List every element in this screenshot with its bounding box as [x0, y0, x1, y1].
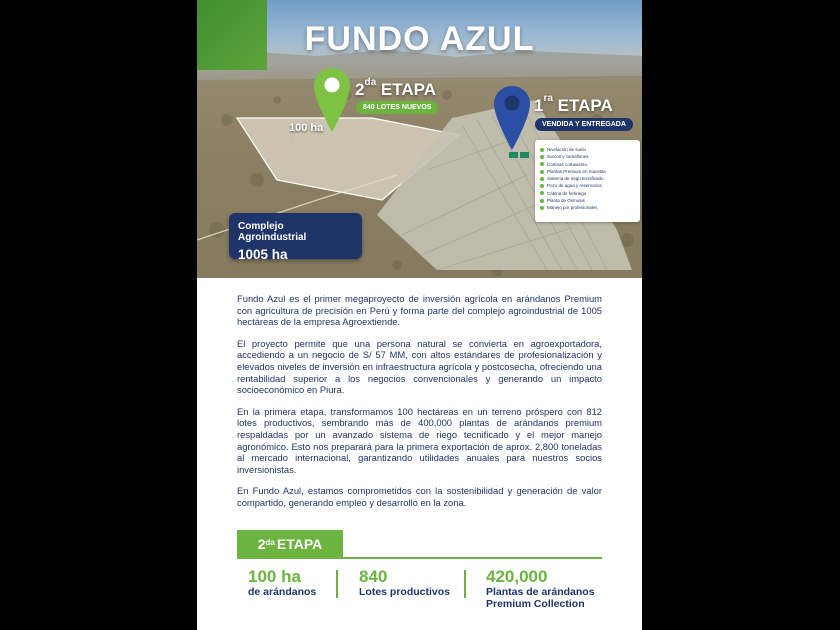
complejo-agroindustrial-box — [229, 213, 362, 262]
features-checklist — [535, 140, 640, 222]
stat-lotes: 840 Lotes productivos — [359, 567, 451, 598]
map-pin-blue-icon — [494, 86, 530, 150]
paragraph-proyecto: El proyecto permite que una persona natural se convierta en agroexportadora, accediendo a un negocio de S/ 57 MM, con altos estándares de profesionalización y elevados niveles de inversión en infraestructura agrícola y postcosecha, ofreciendo una rentabilidad superior a los negocios convencionales y generando un impacto socioeconómico en Piura. — [237, 337, 602, 396]
check-icon — [540, 191, 544, 195]
checklist-item: Manejo por profesionales — [540, 204, 635, 211]
section-banner-etapa2: 2 $^{da}$ ETAPA — [237, 530, 343, 558]
stat-separator — [336, 570, 338, 598]
section-divider — [237, 557, 602, 559]
checklist-item: Plantas Premium en macetas — [540, 168, 635, 175]
etapa2-area-label: 100 ha — [289, 122, 324, 134]
check-icon — [540, 184, 544, 188]
check-icon — [540, 155, 544, 159]
check-icon — [540, 177, 544, 181]
lotes-nuevos-badge: 840 LOTES NUEVOS — [356, 101, 438, 114]
check-icon — [540, 206, 544, 210]
checklist-item: Sistema de riego tecnificado — [540, 175, 635, 182]
complejo-label: Complejo Agroindustrial — [238, 221, 307, 243]
page-title: FUNDO AZUL — [304, 20, 535, 58]
vendida-badge: VENDIDA Y ENTREGADA — [535, 118, 633, 131]
stat-hectareas: 100 ha de arándanos — [248, 567, 317, 598]
checklist-item: Planta de Ósmosis — [540, 197, 635, 204]
paragraph-intro: Fundo Azul es el primer megaproyecto de inversión agrícola en arándanos Premium con agricultura de precisión en Perú y forma parte del complejo agroindustrial de 1005 hectáreas de la empresa Agroextiende. — [237, 293, 602, 328]
etapa2-label: $2^{da}$ ETAPA — [355, 77, 436, 99]
checklist-item: Cortinas cortaviento — [540, 161, 635, 168]
check-icon — [540, 148, 544, 152]
etapa1-label: $1^{ra}$ ETAPA — [534, 93, 613, 115]
complejo-area: 1005 ha — [238, 247, 288, 262]
stat-separator — [464, 570, 466, 598]
paragraph-sostenibilidad: En Fundo Azul, estamos comprometidos con la sostenibilidad y generación de valor compartido, generando empleo y desarrollo en la zona. — [237, 485, 602, 508]
checklist-item: Cabina de fertiriego — [540, 190, 635, 197]
checklist-item: Nivelación de suelo — [540, 146, 635, 153]
brochure-page — [197, 0, 642, 630]
checklist-item: Pozo de agua y reservorios — [540, 182, 635, 189]
aerial-photo — [197, 0, 642, 278]
stat-plantas: 420,000 Plantas de arándanos Premium Collection — [486, 567, 595, 610]
body-text — [237, 293, 602, 519]
check-icon — [540, 170, 544, 174]
check-icon — [540, 199, 544, 203]
paragraph-primera-etapa: En la primera etapa, transformamos 100 hectáreas en un terreno próspero con 812 lotes productivos, sembrando más de 400,000 plantas de arándanos premium respaldadas por un avanzado sistema de riego tecnificado y el mejor manejo agronómico. Esto nos preparará para la primera exportación de aprox. 2,800 toneladas al mercado internacional, garantizando utilidades anuales para nuestros socios inversionistas. — [237, 405, 602, 475]
check-icon — [540, 162, 544, 166]
checklist-item: Surcos y camellones — [540, 153, 635, 160]
